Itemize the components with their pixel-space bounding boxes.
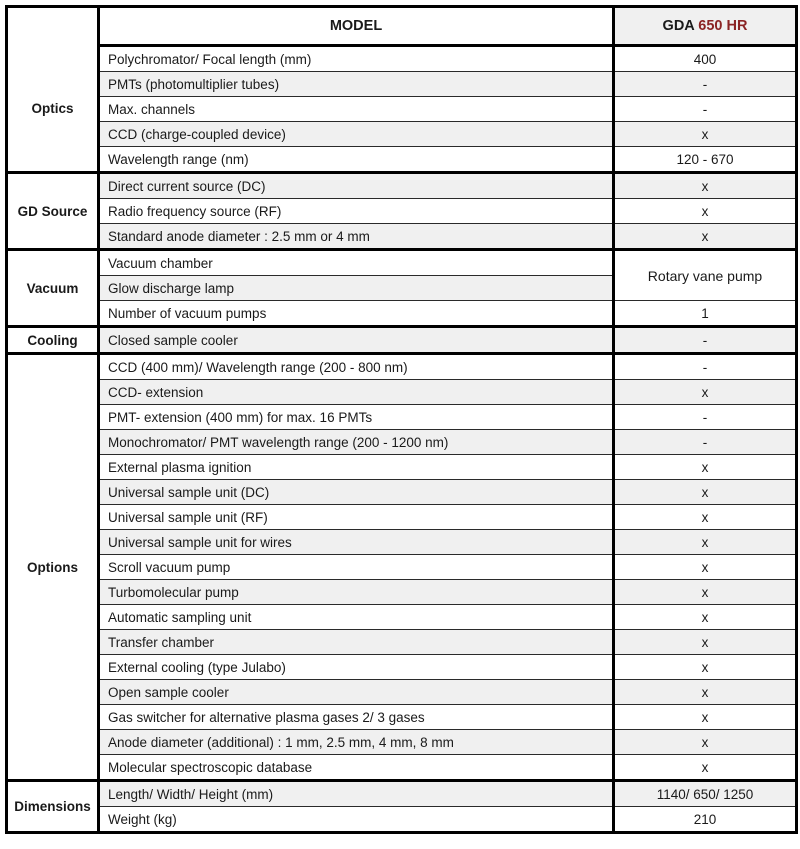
feature-cell: CCD (charge-coupled device) [99, 122, 614, 147]
feature-cell: Wavelength range (nm) [99, 147, 614, 173]
value-cell: 400 [614, 46, 797, 72]
category-header-empty [7, 7, 99, 46]
value-cell: x [614, 122, 797, 147]
spec-row [7, 555, 797, 580]
spec-row [7, 655, 797, 680]
spec-row [7, 380, 797, 405]
spec-row [7, 480, 797, 505]
feature-cell: Universal sample unit for wires [99, 530, 614, 555]
spec-row [7, 46, 797, 72]
value-cell: x [614, 199, 797, 224]
feature-cell: External plasma ignition [99, 455, 614, 480]
value-cell: x [614, 224, 797, 250]
spec-row [7, 730, 797, 755]
feature-cell: Length/ Width/ Height (mm) [99, 781, 614, 807]
spec-row [7, 97, 797, 122]
value-cell: x [614, 480, 797, 505]
value-cell: x [614, 455, 797, 480]
feature-cell: PMT- extension (400 mm) for max. 16 PMTs [99, 405, 614, 430]
spec-row [7, 122, 797, 147]
feature-cell: Vacuum chamber [99, 250, 614, 276]
spec-row [7, 224, 797, 250]
spec-row [7, 580, 797, 605]
spec-row [7, 199, 797, 224]
feature-cell: Universal sample unit (DC) [99, 480, 614, 505]
value-cell: x [614, 380, 797, 405]
feature-cell: Scroll vacuum pump [99, 555, 614, 580]
value-cell: 210 [614, 807, 797, 833]
spec-row [7, 301, 797, 327]
spec-row [7, 250, 797, 276]
category-label-gd-source: GD Source [7, 173, 99, 250]
value-cell: - [614, 354, 797, 380]
spec-row [7, 755, 797, 781]
value-cell: x [614, 173, 797, 199]
feature-cell: Automatic sampling unit [99, 605, 614, 630]
model-number-highlight: 650 HR [698, 18, 748, 34]
value-cell: x [614, 555, 797, 580]
feature-cell: Direct current source (DC) [99, 173, 614, 199]
feature-cell: Closed sample cooler [99, 327, 614, 354]
category-label-vacuum: Vacuum [7, 250, 99, 327]
spec-row [7, 781, 797, 807]
feature-cell: CCD- extension [99, 380, 614, 405]
spec-row [7, 327, 797, 354]
value-cell: x [614, 680, 797, 705]
spec-row [7, 530, 797, 555]
feature-cell: Monochromator/ PMT wavelength range (200 - 1200 nm) [99, 430, 614, 455]
value-cell: x [614, 530, 797, 555]
value-cell: - [614, 430, 797, 455]
feature-cell: Molecular spectroscopic database [99, 755, 614, 781]
category-label-dimensions: Dimensions [7, 781, 99, 833]
spec-row [7, 705, 797, 730]
spec-row [7, 430, 797, 455]
value-cell: 1 [614, 301, 797, 327]
feature-cell: Number of vacuum pumps [99, 301, 614, 327]
feature-cell: Glow discharge lamp [99, 276, 614, 301]
value-cell: x [614, 755, 797, 781]
feature-cell: Polychromator/ Focal length (mm) [99, 46, 614, 72]
spec-row [7, 680, 797, 705]
feature-cell: Universal sample unit (RF) [99, 505, 614, 530]
spec-row [7, 455, 797, 480]
category-label-cooling: Cooling [7, 327, 99, 354]
value-cell: x [614, 655, 797, 680]
feature-cell: Gas switcher for alternative plasma gases 2/ 3 gases [99, 705, 614, 730]
product-column-header [614, 7, 797, 46]
feature-cell: CCD (400 mm)/ Wavelength range (200 - 800 nm) [99, 354, 614, 380]
feature-cell: Transfer chamber [99, 630, 614, 655]
feature-cell: Max. channels [99, 97, 614, 122]
value-cell: x [614, 730, 797, 755]
spec-row [7, 72, 797, 97]
spec-row [7, 807, 797, 833]
feature-cell: Weight (kg) [99, 807, 614, 833]
value-cell: x [614, 605, 797, 630]
feature-cell: Open sample cooler [99, 680, 614, 705]
value-cell: x [614, 505, 797, 530]
feature-cell: Turbomolecular pump [99, 580, 614, 605]
model-name-prefix: GDA [662, 18, 699, 34]
feature-cell: Anode diameter (additional) : 1 mm, 2.5 mm, 4 mm, 8 mm [99, 730, 614, 755]
feature-cell: External cooling (type Julabo) [99, 655, 614, 680]
value-cell: x [614, 630, 797, 655]
value-cell: - [614, 405, 797, 430]
spec-table [5, 5, 798, 834]
spec-row [7, 354, 797, 380]
value-cell: x [614, 705, 797, 730]
value-cell: - [614, 327, 797, 354]
spec-row [7, 405, 797, 430]
spec-row [7, 505, 797, 530]
value-cell: - [614, 72, 797, 97]
value-cell: - [614, 97, 797, 122]
spec-row [7, 630, 797, 655]
feature-cell: PMTs (photomultiplier tubes) [99, 72, 614, 97]
value-cell: Rotary vane pump [614, 250, 797, 301]
model-column-header: MODEL [99, 7, 614, 46]
category-label-options: Options [7, 354, 99, 781]
header-row [7, 7, 797, 46]
category-label-optics: Optics [7, 46, 99, 173]
feature-cell: Standard anode diameter : 2.5 mm or 4 mm [99, 224, 614, 250]
spec-row [7, 605, 797, 630]
value-cell: x [614, 580, 797, 605]
spec-row [7, 147, 797, 173]
spec-row [7, 173, 797, 199]
value-cell: 1140/ 650/ 1250 [614, 781, 797, 807]
feature-cell: Radio frequency source (RF) [99, 199, 614, 224]
value-cell: 120 - 670 [614, 147, 797, 173]
